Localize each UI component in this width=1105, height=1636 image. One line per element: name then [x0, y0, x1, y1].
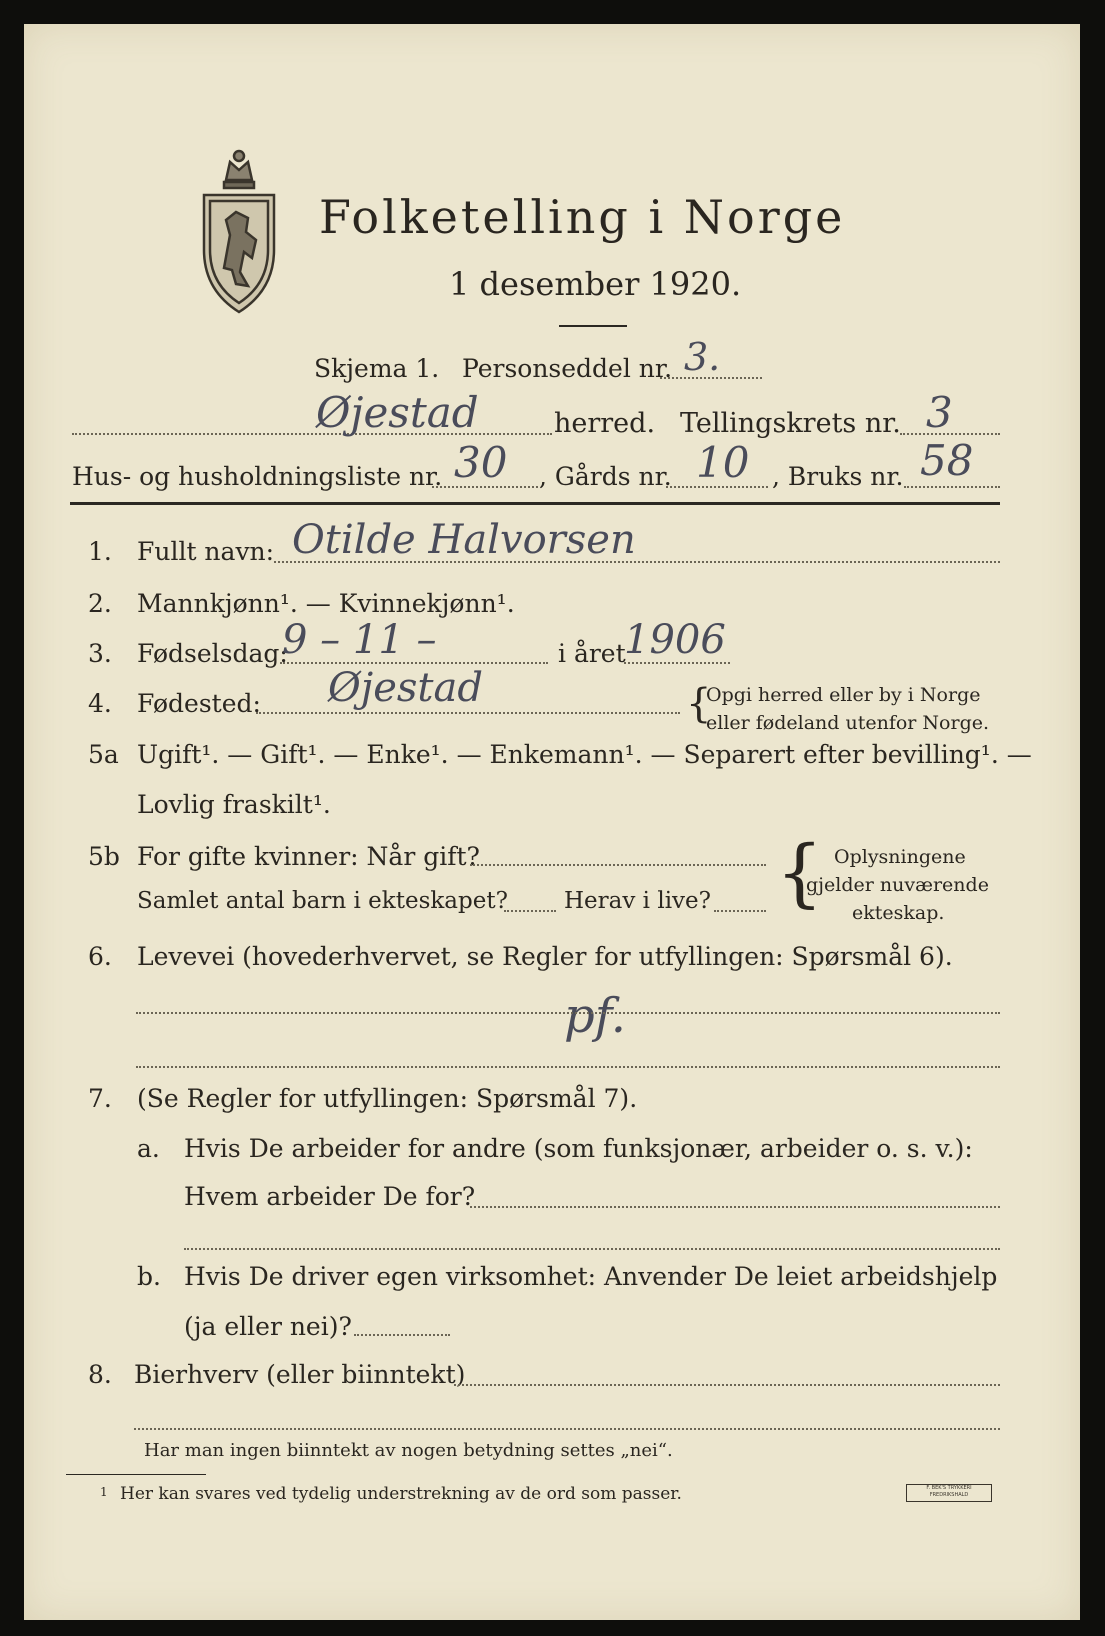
q5a-number: 5a: [88, 740, 119, 769]
herred-line: [72, 433, 552, 435]
q1-label: Fullt navn:: [137, 537, 275, 566]
bruks-value: 58: [920, 436, 974, 485]
q7b-line-2: (ja eller nei)?: [184, 1312, 352, 1341]
q5b-children-line: [504, 910, 556, 912]
q8-line: [454, 1384, 1000, 1386]
footnote-text: Her kan svares ved tydelig understrekning av de ord som passer.: [120, 1484, 682, 1504]
census-form: [24, 24, 1080, 1620]
q5b-alive-line: [714, 910, 766, 912]
q4-line: [256, 712, 680, 714]
q6-line-2: [136, 1066, 1000, 1068]
gards-value: 10: [696, 438, 750, 487]
q3-value: 9 – 11 –: [282, 617, 437, 663]
bruks-line: [904, 486, 1000, 488]
q6-value: pf.: [564, 988, 627, 1044]
q7-label: (Se Regler for utfyllingen: Spørsmål 7).: [137, 1084, 638, 1113]
q2-label: Mannkjønn¹. — Kvinnekjønn¹.: [137, 589, 515, 618]
q7-number: 7.: [88, 1084, 112, 1113]
personseddel-label: Personseddel nr.: [462, 354, 673, 383]
q5b-alive-label: Herav i live?: [564, 888, 711, 914]
q5b-when-line: [470, 864, 766, 866]
q3-label: Fødselsdag:: [137, 639, 288, 668]
q3-year-label: i året: [558, 639, 626, 668]
q5b-note-1: Oplysningene: [834, 846, 966, 868]
q8-label: Bierhverv (eller biinntekt): [134, 1360, 466, 1389]
q7a-letter: a.: [137, 1134, 160, 1163]
coat-of-arms-icon: [196, 140, 282, 320]
q1-value: Otilde Halvorsen: [292, 517, 636, 563]
q5a-line-1: Ugift¹. — Gift¹. — Enke¹. — Enkemann¹. — Separert efter bevilling¹. —: [137, 740, 1032, 769]
gards-label: , Gårds nr.: [539, 462, 672, 491]
q7a-line: [470, 1206, 1000, 1208]
q6-number: 6.: [88, 942, 112, 971]
q5b-children-label: Samlet antal barn i ekteskapet?: [137, 888, 508, 914]
q5b-note-3: ekteskap.: [852, 902, 945, 924]
title-divider: [559, 325, 627, 327]
footnote-mark: 1: [100, 1485, 108, 1499]
q6-label: Levevei (hovederhvervet, se Regler for utfyllingen: Spørsmål 6).: [137, 942, 953, 971]
q4-brace: {: [686, 681, 712, 727]
q1-number: 1.: [88, 537, 112, 566]
form-title: Folketelling i Norge: [319, 190, 846, 244]
q4-note-2: eller fødeland utenfor Norge.: [706, 712, 990, 734]
bruks-label: , Bruks nr.: [772, 462, 904, 491]
q8-number: 8.: [88, 1360, 112, 1389]
header-rule: [70, 502, 1000, 505]
hus-label: Hus- og husholdningsliste nr.: [72, 462, 443, 491]
personseddel-value: 3.: [684, 335, 721, 379]
q7a-line-1: Hvis De arbeider for andre (som funksjonær, arbeider o. s. v.):: [184, 1134, 973, 1163]
q5a-line-2: Lovlig fraskilt¹.: [137, 790, 331, 819]
herred-label: herred.: [554, 408, 656, 439]
q2-number: 2.: [88, 589, 112, 618]
q8-line-extra: [134, 1428, 1000, 1430]
printer-stamp: F. BEK'S TRYKKERI FREDRIKSHALD: [906, 1484, 992, 1502]
herred-value: Øjestad: [316, 388, 479, 437]
skjema-label: Skjema 1.: [314, 354, 440, 383]
q7b-letter: b.: [137, 1262, 161, 1291]
q5b-line-1: For gifte kvinner: Når gift?: [137, 842, 480, 871]
q7a-line-2: Hvem arbeider De for?: [184, 1182, 476, 1211]
q7a-line-extra: [184, 1248, 1000, 1250]
footnote-rule: [66, 1474, 206, 1475]
tellingskrets-label: Tellingskrets nr.: [680, 408, 901, 439]
q7b-line-1: Hvis De driver egen virksomhet: Anvender De leiet arbeidshjelp: [184, 1262, 998, 1291]
q8-note: Har man ingen biinntekt av nogen betydning settes „nei“.: [144, 1440, 673, 1461]
q4-number: 4.: [88, 689, 112, 718]
hus-value: 30: [454, 438, 508, 487]
q3-number: 3.: [88, 639, 112, 668]
census-date: 1 desember 1920.: [449, 265, 742, 303]
q5b-number: 5b: [88, 842, 120, 871]
tellingskrets-value: 3: [926, 388, 953, 437]
q7b-line: [354, 1334, 450, 1336]
q5b-brace: {: [776, 830, 824, 916]
q6-line-1: [136, 1012, 1000, 1014]
q5b-note-2: gjelder nuværende: [806, 874, 989, 896]
q4-label: Fødested:: [137, 689, 261, 718]
q4-note-1: Opgi herred eller by i Norge: [706, 684, 981, 706]
q3-year-value: 1906: [624, 617, 726, 663]
q4-value: Øjestad: [328, 665, 483, 711]
